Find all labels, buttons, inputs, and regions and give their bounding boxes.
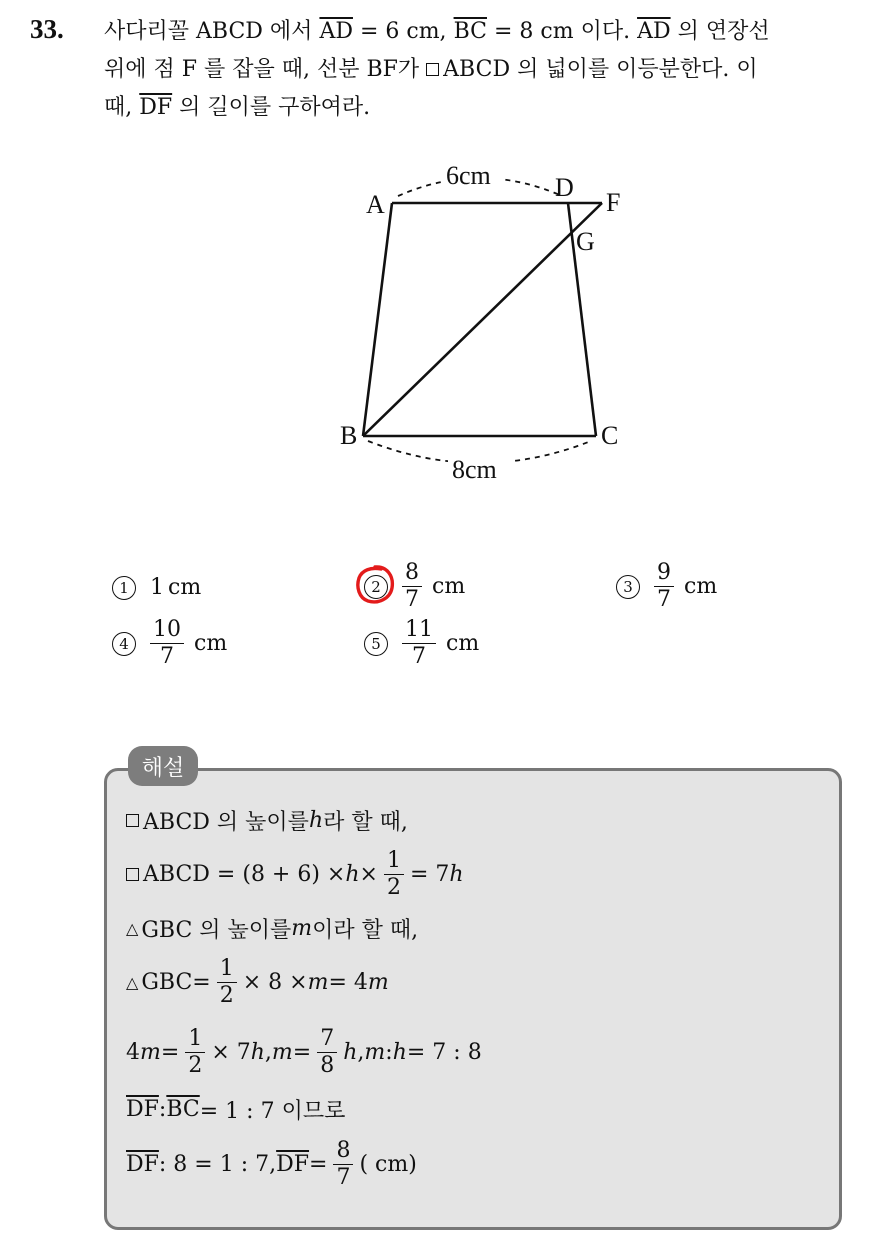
triangle-symbol-icon: △ [126,973,139,992]
solution-line-6 [126,1094,345,1125]
choice-4[interactable] [112,617,227,670]
choice-fraction [402,560,422,613]
text: = 7 [409,862,450,887]
choice-1[interactable] [112,575,201,600]
text: ABCD 의 높이를 [143,810,309,835]
numerator: 1 [217,956,237,983]
text: ABCD = (8 + 6) × [143,862,346,887]
denominator: 7 [336,1165,351,1190]
numerator: 1 [384,848,404,875]
choice-value: 1 [150,575,164,600]
var-m: m [140,1040,161,1065]
text: = [160,1040,180,1065]
segment-bc: $\overline{BC}$ [166,1097,200,1122]
numerator: 8 [402,560,422,587]
denominator: 2 [188,1053,203,1078]
text: = 1 : 7 이므로 [199,1099,346,1124]
choice-number: 1 [112,576,136,600]
choice-number: 2 [364,575,388,599]
text: × [359,862,378,887]
text: = [309,1152,328,1177]
label-b: B [340,421,358,450]
segment-df: $\overline{DF}$ [126,1097,159,1122]
choice-unit: cm [684,574,718,599]
text: ( cm) [359,1152,417,1177]
solution-line-7 [126,1138,417,1191]
denominator: 8 [320,1053,335,1078]
var-h: h [250,1040,265,1065]
label-g: G [576,227,595,256]
text: : [158,1097,167,1122]
text: : [385,1040,393,1065]
text: 라 할 때, [323,810,408,835]
numerator: 1 [185,1026,205,1053]
text: , [264,1040,272,1065]
var-m: m [291,916,313,941]
label-d: D [555,173,574,202]
segment-a-b [363,203,392,436]
denominator: 7 [412,644,426,669]
choice-fraction [654,560,674,613]
segment-bc: $\overline{BC}$ [453,19,487,44]
fraction [185,1026,205,1079]
choice-fraction [402,617,436,670]
fraction [333,1138,353,1191]
square-symbol-icon [126,868,139,881]
solution-line-1 [126,805,408,836]
text: 의 길이를 구하여라. [172,95,371,120]
choice-unit: cm [168,575,202,600]
var-h: h [449,862,464,887]
var-m: m [364,1040,386,1065]
var-m: m [271,1040,293,1065]
text: GBC 의 높이를 [141,918,292,943]
text: = 7 : 8 [406,1040,482,1065]
choice-3[interactable] [616,560,717,613]
selected-answer-circle-icon [353,563,397,607]
numerator: 7 [317,1026,337,1053]
text: ABCD 의 넓이를 이등분한다. 이 [443,57,758,82]
choice-fraction [150,617,184,670]
triangle-symbol-icon: △ [126,919,139,938]
denominator: 2 [219,983,234,1008]
segment-df: $\overline{DF}$ [139,95,173,120]
var-h: h [345,862,360,887]
denominator: 7 [657,587,671,612]
numerator: 11 [402,617,436,644]
denominator: 7 [405,587,419,612]
solution-line-2 [126,848,464,901]
fraction [217,956,237,1009]
text: 의 연장선 [670,19,770,44]
solution-tag: 해설 [128,746,198,786]
solution-line-3 [126,913,418,944]
solution-line-5 [126,1026,482,1079]
text: 4 [126,1040,140,1065]
text: 사다리꼴 ABCD 에서 [104,19,320,44]
text: GBC= [141,970,211,995]
text: : 8 = 1 : 7, [158,1152,277,1177]
label-f: F [606,188,621,217]
segment-ad: $\overline{AD}$ [319,19,353,44]
choice-unit: cm [432,574,466,599]
var-m: m [307,970,329,995]
text: × 7 [211,1040,251,1065]
var-h: h [392,1040,407,1065]
text: = 4 [328,970,368,995]
text: , [357,1040,365,1065]
choice-number: 5 [364,632,388,656]
text: 이라 할 때, [312,918,419,943]
numerator: 10 [150,617,184,644]
segment-b-f [363,203,602,436]
var-m: m [367,970,389,995]
var-h: h [343,1040,358,1065]
denominator: 2 [386,875,401,900]
trapezoid-figure [0,0,884,520]
choice-number: 4 [112,632,136,656]
choice-unit: cm [446,631,480,656]
solution-line-4 [126,956,389,1009]
denominator: 7 [160,644,174,669]
segment-df: $\overline{DF}$ [126,1152,159,1177]
fraction [317,1026,337,1079]
question-number: 33. [30,14,64,44]
text: 때, [104,95,140,120]
label-c: C [601,421,619,450]
text: = 6 cm, [352,19,454,44]
segment-ad: $\overline{AD}$ [637,19,671,44]
choice-number: 3 [616,575,640,599]
label-a: A [366,190,385,219]
choice-unit: cm [194,631,228,656]
text: × 8 × [242,970,308,995]
numerator: 8 [333,1138,353,1165]
square-symbol-icon [126,814,139,827]
numerator: 9 [654,560,674,587]
bottom-length-label: 8cm [452,455,497,484]
choice-5[interactable] [364,617,479,670]
var-h: h [308,808,324,833]
top-length-label: 6cm [446,161,491,190]
text: 위에 점 F 를 잡을 때, 선분 BF가 [104,57,427,82]
fraction [384,848,404,901]
text: = [292,1040,312,1065]
segment-df: $\overline{DF}$ [276,1152,310,1177]
text: = 8 cm 이다. [486,19,638,44]
